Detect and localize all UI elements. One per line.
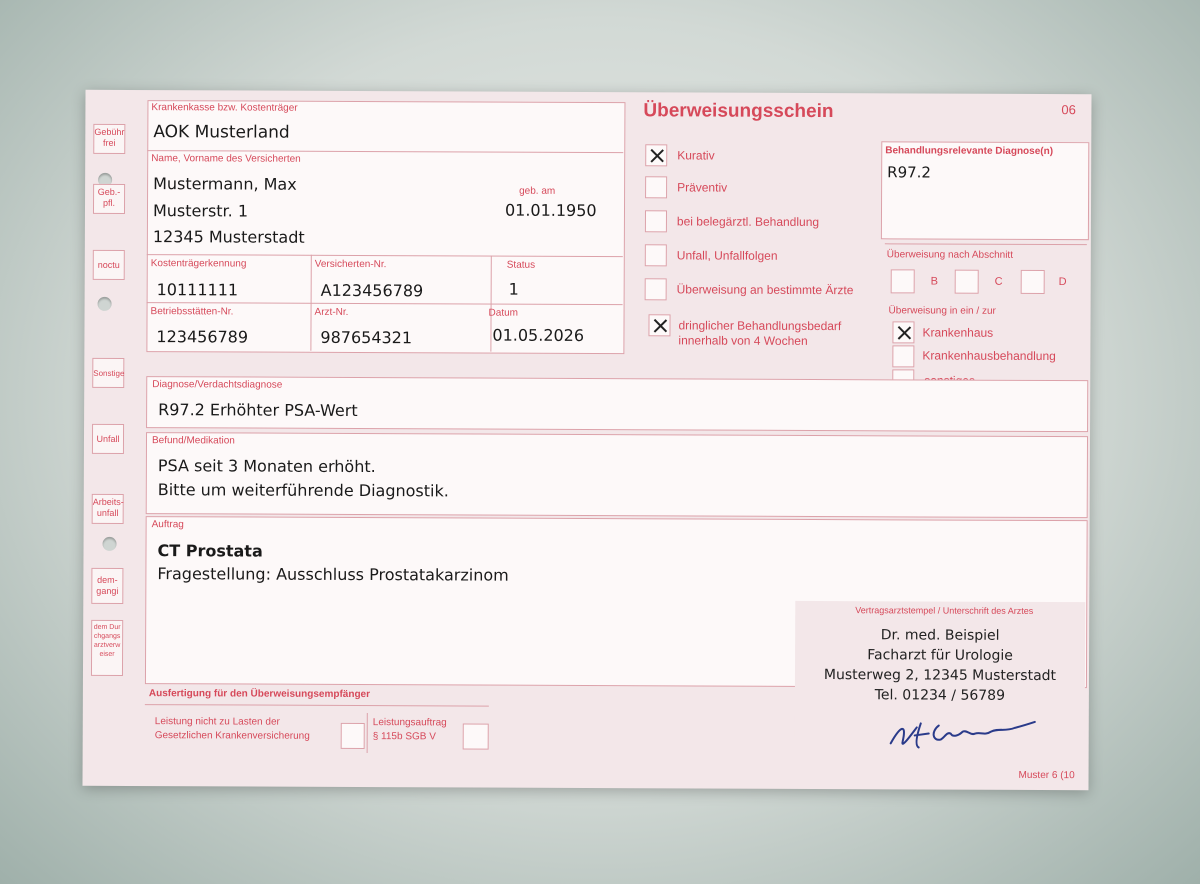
section-label: Überweisung nach Abschnitt xyxy=(886,249,1014,261)
order-label: Auftrag xyxy=(151,519,184,531)
checkbox-belegarzt-label: bei belegärztl. Behandlung xyxy=(676,214,820,230)
form-number: 06 xyxy=(1061,102,1076,118)
side-box-fee-liable: Geb.- pfl. xyxy=(93,184,125,214)
findings-line1: PSA seit 3 Monaten erhöht. xyxy=(157,456,376,477)
checkbox-belegarzt[interactable] xyxy=(645,210,667,232)
findings-line2: Bitte um weiterführende Diagnostik. xyxy=(157,480,449,501)
referral-to-label: Überweisung in ein / zur xyxy=(888,305,996,317)
stamp-line3: Musterweg 2, 12345 Musterstadt xyxy=(823,667,1057,685)
diagnosis-value: R97.2 Erhöhter PSA-Wert xyxy=(158,400,358,420)
checkbox-krankenhausbehandlung[interactable] xyxy=(892,345,914,367)
order-115b-checkbox[interactable] xyxy=(463,723,489,749)
stamp-line2: Facharzt für Urologie xyxy=(867,647,1013,664)
side-box-other: Sonstige xyxy=(92,358,124,388)
dob-value: 01.01.1950 xyxy=(504,200,597,221)
patient-label: Name, Vorname des Versicherten xyxy=(151,153,301,165)
checkbox-kurativ-label: Kurativ xyxy=(677,148,715,163)
not-gkv-line1: Leistung nicht zu Lasten der xyxy=(154,716,280,728)
date-label: Datum xyxy=(488,307,519,319)
status-value: 1 xyxy=(508,279,519,299)
section-b-label: B xyxy=(930,275,939,288)
payer-id-value: 10111111 xyxy=(156,280,239,300)
patient-name: Mustermann, Max xyxy=(153,174,297,194)
checkbox-praeventiv[interactable] xyxy=(645,176,667,198)
section-d-checkbox[interactable] xyxy=(1021,270,1045,294)
copy-for-label: Ausfertigung für den Überweisungsempfänger xyxy=(148,688,371,701)
insured-no-label: Versicherten-Nr. xyxy=(314,258,387,271)
date-value: 01.05.2026 xyxy=(492,325,585,345)
section-d-label: D xyxy=(1058,276,1067,289)
diagnosis-label: Diagnose/Verdachtsdiagnose xyxy=(152,379,283,391)
stamp-line4: Tel. 01234 / 56789 xyxy=(874,687,1006,704)
checkbox-dringlich-label: dringlicher Behandlungsbedarf xyxy=(678,318,842,334)
checkbox-krankenhaus-label: Krankenhaus xyxy=(922,325,994,340)
insurance-label: Krankenkasse bzw. Kostenträger xyxy=(151,102,298,114)
side-box-work-accident: Arbeits- unfall xyxy=(92,494,124,524)
checkbox-dringlich[interactable] xyxy=(648,314,670,336)
form-title: Überweisungsschein xyxy=(643,100,834,123)
relevant-diagnosis-label: Behandlungsrelevante Diagnose(n) xyxy=(885,145,1054,158)
relevant-diagnosis-value: R97.2 xyxy=(887,163,932,182)
doctor-no-label: Arzt-Nr. xyxy=(314,306,349,318)
checkbox-bestimmte-aerzte-label: Überweisung an bestimmte Ärzte xyxy=(676,282,854,298)
insured-no-value: A123456789 xyxy=(320,280,424,301)
checkbox-dringlich-label-2: innerhalb von 4 Wochen xyxy=(678,333,808,348)
signature xyxy=(881,705,1051,756)
order-115b-line2: § 115b SGB V xyxy=(372,731,436,743)
doctor-no-value: 987654321 xyxy=(320,327,413,348)
section-b-checkbox[interactable] xyxy=(891,269,915,293)
insurance-value: AOK Musterland xyxy=(153,122,290,143)
section-c-label: C xyxy=(994,275,1003,288)
findings-label: Befund/Medikation xyxy=(151,435,235,447)
payer-id-label: Kostenträgerkennung xyxy=(150,258,247,270)
patient-street: Musterstr. 1 xyxy=(152,201,249,221)
site-no-value: 123456789 xyxy=(156,327,249,347)
checkbox-unfall-label: Unfall, Unfallfolgen xyxy=(676,248,778,263)
referral-form xyxy=(82,90,1091,790)
punch-hole xyxy=(98,297,112,311)
side-box-noctu: noctu xyxy=(93,250,125,280)
checkbox-unfall[interactable] xyxy=(645,244,667,266)
checkbox-bestimmte-aerzte[interactable] xyxy=(645,278,667,300)
section-c-checkbox[interactable] xyxy=(955,270,979,294)
side-box-dem-gangi: dem- gangi xyxy=(91,568,123,604)
side-box-fee-free: Gebühr frei xyxy=(93,124,125,154)
stamp-label: Vertragsarztstempel / Unterschrift des Arztes xyxy=(855,605,1034,616)
stamp-line1: Dr. med. Beispiel xyxy=(880,627,1000,644)
side-box-accident: Unfall xyxy=(92,424,124,454)
site-no-label: Betriebsstätten-Nr. xyxy=(150,306,234,318)
checkbox-kurativ[interactable] xyxy=(645,144,667,166)
not-gkv-checkbox[interactable] xyxy=(341,723,365,749)
checkbox-krankenhaus[interactable] xyxy=(892,321,914,343)
order-line1: CT Prostata xyxy=(157,541,263,561)
checkbox-krankenhausbehandlung-label: Krankenhausbehandlung xyxy=(922,348,1056,364)
status-label: Status xyxy=(506,259,536,271)
order-line2: Fragestellung: Ausschluss Prostatakarzinom xyxy=(157,564,509,585)
order-115b-line1: Leistungsauftrag xyxy=(372,717,447,729)
patient-city: 12345 Musterstadt xyxy=(152,227,305,247)
form-footer: Muster 6 (10 xyxy=(1018,769,1075,782)
dob-label: geb. am xyxy=(519,185,556,197)
checkbox-praeventiv-label: Präventiv xyxy=(677,180,728,195)
punch-hole xyxy=(103,537,117,551)
not-gkv-line2: Gesetzlichen Krankenversicherung xyxy=(154,730,310,742)
side-box-durchgangsarzt: dem Durchgangsarztverweiser xyxy=(91,620,123,676)
